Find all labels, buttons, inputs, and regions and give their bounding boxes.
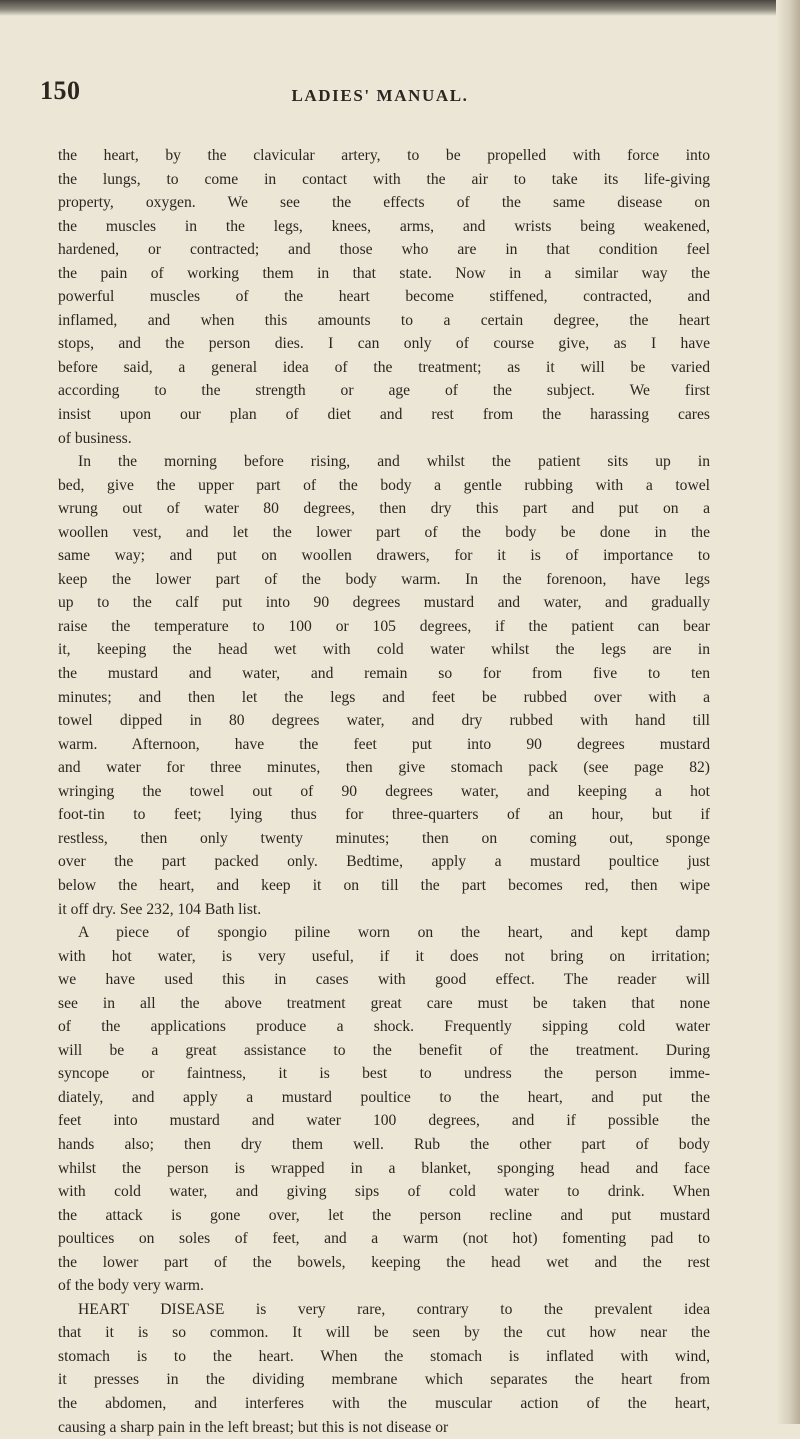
text-line: bed, give the upper part of the body a gentle rubbing with a towel [58, 476, 710, 494]
text-line: syncope or faintness, it is best to undress the person imme- [58, 1065, 710, 1083]
text-line: wringing the towel out of 90 degrees water, and keeping a hot [58, 782, 710, 800]
text-line: of the body very warm. [58, 1277, 204, 1295]
text-line: causing a sharp pain in the left breast; but this is not disease or [58, 1418, 449, 1436]
page-header [40, 76, 720, 112]
body-text [58, 144, 710, 1439]
text-line: of business. [58, 429, 132, 447]
text-line: foot-tin to feet; lying thus for three-quarters of an hour, but if [58, 806, 710, 824]
text-line: the muscles in the legs, knees, arms, and wrists being weakened, [58, 217, 710, 235]
text-line: below the heart, and keep it on till the part becomes red, then wipe [58, 876, 710, 894]
text-line: it, keeping the head wet with cold water whilst the legs are in [58, 641, 710, 659]
text-line: that it is so common. It will be seen by the cut how near the [58, 1324, 710, 1342]
text-line: it off dry. See 232, 104 Bath list. [58, 900, 262, 918]
text-line: over the part packed only. Bedtime, apply a mustard poultice just [58, 853, 710, 871]
text-line: the lower part of the bowels, keeping the head wet and the rest [58, 1253, 710, 1271]
text-line: raise the temperature to 100 or 105 degrees, if the patient can bear [58, 617, 710, 635]
text-line: same way; and put on woollen drawers, for it is of importance to [58, 547, 710, 565]
text-line: of the applications produce a shock. Frequently sipping cold water [58, 1018, 710, 1036]
text-line: with hot water, is very useful, if it does not bring on irritation; [58, 947, 710, 965]
text-line: up to the calf put into 90 degrees mustard and water, and gradually [58, 594, 710, 612]
text-line: powerful muscles of the heart become stiffened, contracted, and [58, 288, 710, 306]
text-line: and water for three minutes, then give stomach pack (see page 82) [58, 759, 710, 777]
text-line: woollen vest, and let the lower part of the body be done in the [58, 523, 710, 541]
text-line: keep the lower part of the body warm. In the forenoon, have legs [58, 570, 710, 588]
scan-shadow-top [0, 0, 800, 16]
text-line: before said, a general idea of the treatment; as it will be varied [58, 358, 710, 376]
text-line: the pain of working them in that state. Now in a similar way the [58, 264, 710, 282]
text-line: hardened, or contracted; and those who are in that condition feel [58, 241, 710, 259]
text-line: the attack is gone over, let the person recline and put mustard [58, 1206, 710, 1224]
text-line: property, oxygen. We see the effects of the same disease on [58, 194, 710, 212]
text-line: poultices on soles of feet, and a warm (not hot) fomenting pad to [58, 1230, 710, 1248]
text-line: insist upon our plan of diet and rest from the harassing cares [58, 406, 710, 424]
paragraph [58, 450, 710, 921]
running-head: LADIES' MANUAL. [291, 86, 469, 105]
text-line: whilst the person is wrapped in a blanket, sponging head and face [58, 1159, 710, 1177]
text-line: A piece of spongio piline worn on the heart, and kept damp [78, 924, 710, 942]
text-line: we have used this in cases with good effect. The reader will [58, 971, 710, 989]
paragraph [58, 1298, 710, 1439]
text-line: HEART DISEASE is very rare, contrary to the prevalent idea [78, 1300, 710, 1318]
page-edge-shadow [776, 0, 800, 1424]
text-line: diately, and apply a mustard poultice to the heart, and put the [58, 1088, 710, 1106]
text-line: wrung out of water 80 degrees, then dry this part and put on a [58, 500, 710, 518]
text-line: the mustard and water, and remain so for from five to ten [58, 665, 710, 683]
text-line: see in all the above treatment great care must be taken that none [58, 994, 710, 1012]
text-line: the heart, by the clavicular artery, to be propelled with force into [58, 147, 710, 164]
text-line: with cold water, and giving sips of cold water to drink. When [58, 1183, 710, 1201]
text-line: stops, and the person dies. I can only of course give, as I have [58, 335, 710, 353]
text-line: warm. Afternoon, have the feet put into 90 degrees mustard [58, 735, 710, 753]
text-line: will be a great assistance to the benefit of the treatment. During [58, 1041, 710, 1059]
text-line: it presses in the dividing membrane which separates the heart from [58, 1371, 710, 1389]
text-line: the lungs, to come in contact with the air to take its life-giving [58, 170, 710, 188]
text-line: feet into mustard and water 100 degrees, and if possible the [58, 1112, 710, 1130]
text-line: stomach is to the heart. When the stomach is inflated with wind, [58, 1347, 710, 1365]
paragraph [58, 921, 710, 1298]
text-line: restless, then only twenty minutes; then on coming out, sponge [58, 829, 710, 847]
text-line: In the morning before rising, and whilst the patient sits up in [78, 453, 710, 471]
text-line: according to the strength or age of the subject. We first [58, 382, 710, 400]
text-line: minutes; and then let the legs and feet be rubbed over with a [58, 688, 710, 706]
page-number: 150 [40, 76, 81, 105]
text-line: inflamed, and when this amounts to a certain degree, the heart [58, 311, 710, 329]
text-line: hands also; then dry them well. Rub the other part of body [58, 1135, 710, 1153]
paragraph [58, 144, 710, 450]
text-line: towel dipped in 80 degrees water, and dry rubbed with hand till [58, 712, 710, 730]
text-line: the abdomen, and interferes with the muscular action of the heart, [58, 1394, 710, 1412]
